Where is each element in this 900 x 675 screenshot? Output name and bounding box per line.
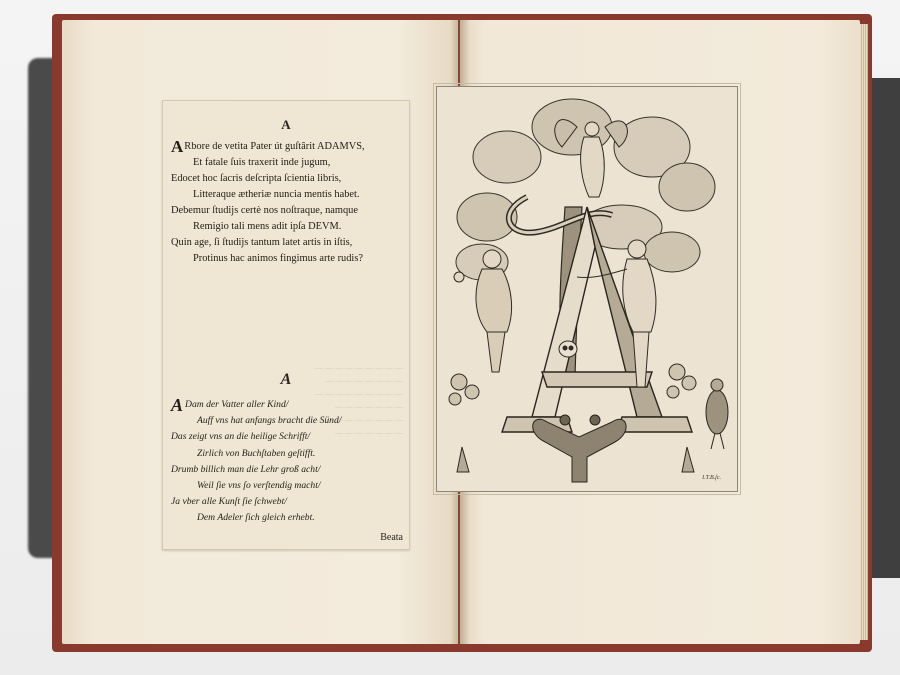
latin-line: Edocet hoc ſacris deſcripta ſcientia libris, <box>171 173 342 184</box>
german-line: Ja vber alle Kunſt ſie ſchwebt/ <box>171 496 287 508</box>
german-line: Dem Adeler ſich gleich erhebt. <box>197 512 315 524</box>
latin-heading: A <box>281 117 291 132</box>
german-line: Dam der Vatter aller Kind/ <box>185 399 289 410</box>
fruit-garland-right <box>667 364 696 398</box>
latin-dropcap: A <box>171 137 184 156</box>
page-edges <box>860 24 868 640</box>
engraved-letter-a-illustration <box>437 87 737 491</box>
engraver-signature: I.T.B.ſc. <box>702 475 721 481</box>
latin-line: Litteraque ætheriæ nuncia mentis habet. <box>193 189 360 200</box>
latin-verse <box>171 139 407 267</box>
catchword: Beata <box>380 532 403 543</box>
german-line: Drumb billich man die Lehr groß acht/ <box>171 463 321 475</box>
german-line: Das zeigt vns an die heilige Schrifft/ <box>171 431 311 443</box>
german-heading: A <box>280 371 292 388</box>
german-line: Auff vns hat anfangs bracht die Sünd/ <box>197 415 342 427</box>
latin-line: Quin age, ſi ſtudijs tantum latet artis in iſtis, <box>171 237 353 248</box>
german-verse <box>171 397 407 527</box>
double-headed-eagle <box>533 415 626 482</box>
latin-line: Debemur ſtudijs certè nos noſtraque, namque <box>171 205 358 216</box>
left-page <box>62 20 458 644</box>
latin-line: Et fatale ſuis traxerit inde jugum, <box>193 157 331 168</box>
fruit-garland-left <box>449 374 479 405</box>
skull <box>559 341 577 357</box>
german-line: Weil ſie vns ſo verſtendig macht/ <box>197 480 321 492</box>
latin-line: Protinus hac animos fingimus arte rudis? <box>193 253 363 264</box>
latin-line: Rbore de vetita Pater út guſtârit ADAMVS, <box>184 141 365 152</box>
perched-eagle <box>706 379 728 449</box>
german-line: Zirlich von Buchſtaben geſtifft. <box>197 447 316 459</box>
german-dropcap: A <box>171 395 184 415</box>
engraving-plate <box>436 86 738 492</box>
show-through-text: — — — — — — — — — — — — — — — — — — — — — — — — — — — — — — — — — — — — — — — — — — — — — — — — — <box>315 363 403 437</box>
latin-line: Remigio tali mens adit ipſa DEVM. <box>193 221 342 232</box>
pasted-text-leaf <box>162 100 410 550</box>
